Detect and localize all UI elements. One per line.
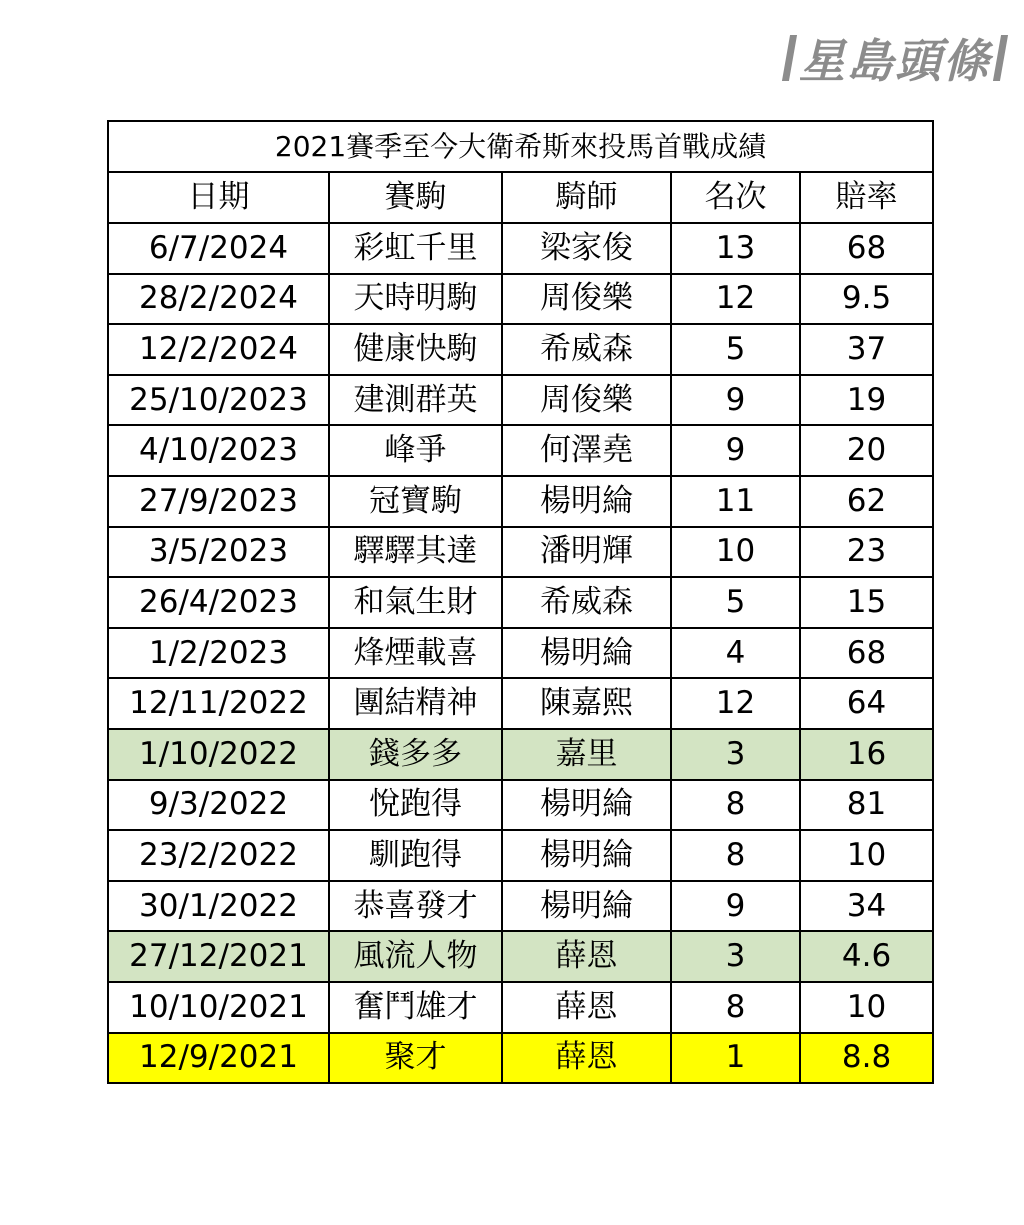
cell-odds: 23	[800, 527, 933, 578]
cell-date: 26/4/2023	[108, 577, 329, 628]
cell-place: 1	[671, 1033, 800, 1084]
table-row	[108, 830, 933, 881]
cell-odds: 16	[800, 729, 933, 780]
table-row	[108, 577, 933, 628]
header-horse: 賽駒	[329, 172, 502, 223]
logo-text: 星島頭條	[799, 34, 991, 88]
table-row	[108, 375, 933, 426]
cell-date: 27/12/2021	[108, 931, 329, 982]
cell-date: 4/10/2023	[108, 425, 329, 476]
cell-place: 4	[671, 628, 800, 679]
cell-date: 12/11/2022	[108, 678, 329, 729]
cell-odds: 62	[800, 476, 933, 527]
cell-date: 12/9/2021	[108, 1033, 329, 1084]
cell-place: 12	[671, 678, 800, 729]
table-row	[108, 881, 933, 932]
table-row	[108, 223, 933, 274]
table-row	[108, 425, 933, 476]
table-row	[108, 1033, 933, 1084]
cell-place: 8	[671, 982, 800, 1033]
brand-logo	[780, 30, 1010, 86]
cell-jockey: 周俊樂	[502, 274, 671, 325]
cell-jockey: 周俊樂	[502, 375, 671, 426]
cell-jockey: 楊明綸	[502, 780, 671, 831]
cell-date: 1/10/2022	[108, 729, 329, 780]
cell-jockey: 希威森	[502, 324, 671, 375]
header-jockey: 騎師	[502, 172, 671, 223]
cell-horse: 團結精神	[329, 678, 502, 729]
cell-jockey: 楊明綸	[502, 881, 671, 932]
cell-odds: 34	[800, 881, 933, 932]
cell-place: 9	[671, 425, 800, 476]
header-odds: 賠率	[800, 172, 933, 223]
table-row	[108, 931, 933, 982]
cell-odds: 8.8	[800, 1033, 933, 1084]
table-row	[108, 678, 933, 729]
cell-horse: 驛驛其達	[329, 527, 502, 578]
cell-place: 10	[671, 527, 800, 578]
cell-jockey: 嘉里	[502, 729, 671, 780]
cell-horse: 奮鬥雄才	[329, 982, 502, 1033]
logo-bar-right	[993, 35, 1008, 81]
cell-horse: 聚才	[329, 1033, 502, 1084]
cell-horse: 健康快駒	[329, 324, 502, 375]
cell-odds: 20	[800, 425, 933, 476]
cell-jockey: 薛恩	[502, 982, 671, 1033]
cell-horse: 和氣生財	[329, 577, 502, 628]
cell-jockey: 楊明綸	[502, 628, 671, 679]
cell-horse: 峰爭	[329, 425, 502, 476]
cell-horse: 彩虹千里	[329, 223, 502, 274]
cell-place: 3	[671, 729, 800, 780]
cell-place: 8	[671, 780, 800, 831]
cell-place: 5	[671, 577, 800, 628]
cell-jockey: 薛恩	[502, 1033, 671, 1084]
cell-place: 9	[671, 881, 800, 932]
cell-jockey: 希威森	[502, 577, 671, 628]
cell-date: 25/10/2023	[108, 375, 329, 426]
cell-date: 1/2/2023	[108, 628, 329, 679]
table-row	[108, 628, 933, 679]
cell-place: 11	[671, 476, 800, 527]
cell-horse: 恭喜發才	[329, 881, 502, 932]
cell-jockey: 薛恩	[502, 931, 671, 982]
cell-jockey: 楊明綸	[502, 830, 671, 881]
cell-date: 10/10/2021	[108, 982, 329, 1033]
header-date: 日期	[108, 172, 329, 223]
cell-odds: 81	[800, 780, 933, 831]
cell-odds: 19	[800, 375, 933, 426]
cell-place: 9	[671, 375, 800, 426]
cell-horse: 烽煙載喜	[329, 628, 502, 679]
cell-jockey: 何澤堯	[502, 425, 671, 476]
cell-odds: 9.5	[800, 274, 933, 325]
cell-horse: 建測群英	[329, 375, 502, 426]
table-title: 2021賽季至今大衛希斯來投馬首戰成績	[108, 121, 933, 172]
cell-horse: 冠寶駒	[329, 476, 502, 527]
header-place: 名次	[671, 172, 800, 223]
table-row	[108, 476, 933, 527]
logo-bar-left	[782, 35, 797, 81]
cell-place: 5	[671, 324, 800, 375]
table-row	[108, 982, 933, 1033]
table-row	[108, 274, 933, 325]
header-row	[108, 172, 933, 223]
cell-odds: 64	[800, 678, 933, 729]
cell-jockey: 陳嘉熙	[502, 678, 671, 729]
cell-jockey: 潘明輝	[502, 527, 671, 578]
cell-horse: 風流人物	[329, 931, 502, 982]
cell-date: 30/1/2022	[108, 881, 329, 932]
table-row	[108, 780, 933, 831]
cell-odds: 37	[800, 324, 933, 375]
cell-date: 23/2/2022	[108, 830, 329, 881]
cell-date: 3/5/2023	[108, 527, 329, 578]
table-row	[108, 729, 933, 780]
results-table	[107, 120, 934, 1084]
table-row	[108, 324, 933, 375]
cell-date: 12/2/2024	[108, 324, 329, 375]
cell-date: 9/3/2022	[108, 780, 329, 831]
table-row	[108, 527, 933, 578]
cell-horse: 錢多多	[329, 729, 502, 780]
cell-place: 13	[671, 223, 800, 274]
cell-horse: 悅跑得	[329, 780, 502, 831]
cell-date: 28/2/2024	[108, 274, 329, 325]
cell-odds: 15	[800, 577, 933, 628]
cell-place: 3	[671, 931, 800, 982]
cell-odds: 68	[800, 628, 933, 679]
cell-odds: 10	[800, 830, 933, 881]
cell-date: 6/7/2024	[108, 223, 329, 274]
cell-jockey: 梁家俊	[502, 223, 671, 274]
cell-horse: 馴跑得	[329, 830, 502, 881]
cell-date: 27/9/2023	[108, 476, 329, 527]
cell-horse: 天時明駒	[329, 274, 502, 325]
cell-odds: 10	[800, 982, 933, 1033]
cell-odds: 4.6	[800, 931, 933, 982]
cell-jockey: 楊明綸	[502, 476, 671, 527]
cell-place: 8	[671, 830, 800, 881]
cell-odds: 68	[800, 223, 933, 274]
cell-place: 12	[671, 274, 800, 325]
table-title-row	[108, 121, 933, 172]
